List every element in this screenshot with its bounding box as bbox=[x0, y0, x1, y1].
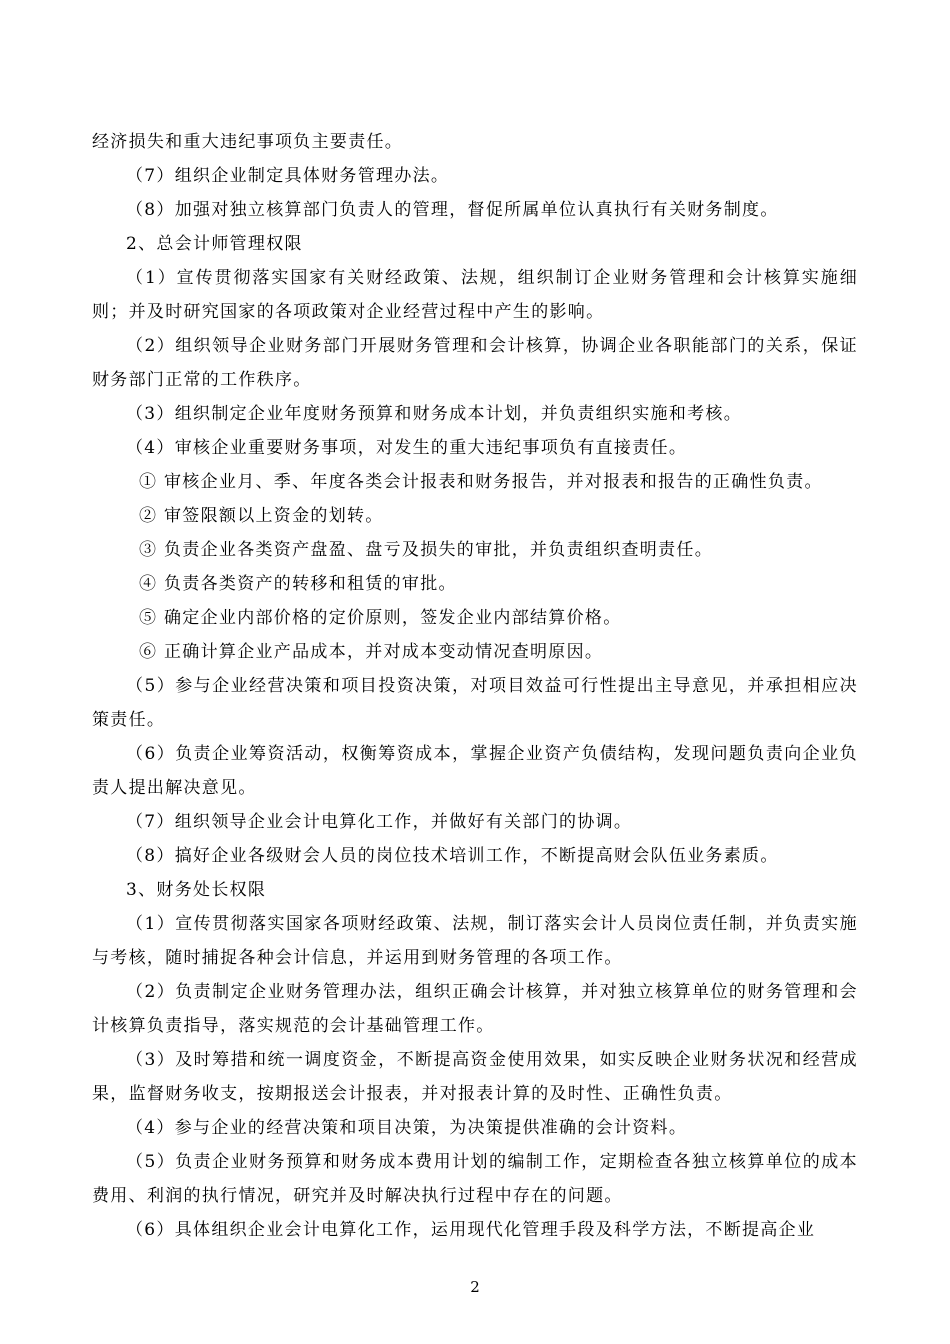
paragraph: （4）参与企业的经营决策和项目决策，为决策提供准确的会计资料。 bbox=[126, 1118, 688, 1138]
paragraph: （3）及时筹措和统一调度资金，不断提高资金使用效果，如实反映企业财务状况和经营成果，监督财务收支，按期报送会计报表，并对报表计算的及时性、正确性负责。 bbox=[92, 1050, 858, 1104]
paragraph: （6）负责企业筹资活动，权衡筹资成本，掌握企业资产负债结构，发现问题负责向企业负责人提出解决意见。 bbox=[92, 744, 858, 798]
paragraph: 3、财务处长权限 bbox=[126, 880, 267, 900]
paragraph: （3）组织制定企业年度财务预算和财务成本计划，并负责组织实施和考核。 bbox=[126, 404, 743, 424]
paragraph: （4）审核企业重要财务事项，对发生的重大违纪事项负有直接责任。 bbox=[126, 438, 688, 458]
paragraph: 经济损失和重大违纪事项负主要责任。 bbox=[92, 132, 404, 152]
paragraph: （7）组织企业制定具体财务管理办法。 bbox=[126, 166, 450, 186]
paragraph: （6）具体组织企业会计电算化工作，运用现代化管理手段及科学方法，不断提高企业 bbox=[126, 1220, 816, 1240]
paragraph: （1）宣传贯彻落实国家有关财经政策、法规，组织制订企业财务管理和会计核算实施细则；并及时研究国家的各项政策对企业经营过程中产生的影响。 bbox=[92, 268, 858, 322]
paragraph: ② 审签限额以上资金的划转。 bbox=[139, 506, 384, 526]
paragraph: ③ 负责企业各类资产盘盈、盘亏及损失的审批，并负责组织查明责任。 bbox=[139, 540, 714, 560]
paragraph: （8）加强对独立核算部门负责人的管理，督促所属单位认真执行有关财务制度。 bbox=[126, 200, 779, 220]
paragraph: （5）参与企业经营决策和项目投资决策，对项目效益可行性提出主导意见，并承担相应决策责任。 bbox=[92, 676, 858, 730]
paragraph: ① 审核企业月、季、年度各类会计报表和财务报告，并对报表和报告的正确性负责。 bbox=[139, 472, 823, 492]
paragraph: ⑤ 确定企业内部价格的定价原则，签发企业内部结算价格。 bbox=[139, 608, 622, 628]
document-body bbox=[92, 125, 858, 1247]
paragraph: （7）组织领导企业会计电算化工作，并做好有关部门的协调。 bbox=[126, 812, 633, 832]
paragraph: （5）负责企业财务预算和财务成本费用计划的编制工作，定期检查各独立核算单位的成本费用、利润的执行情况，研究并及时解决执行过程中存在的问题。 bbox=[92, 1152, 858, 1206]
paragraph: （1）宣传贯彻落实国家各项财经政策、法规，制订落实会计人员岗位责任制，并负责实施与考核，随时捕捉各种会计信息，并运用到财务管理的各项工作。 bbox=[92, 914, 858, 968]
page-number: 2 bbox=[470, 1278, 480, 1296]
paragraph: ④ 负责各类资产的转移和租赁的审批。 bbox=[139, 574, 457, 594]
paragraph: （8）搞好企业各级财会人员的岗位技术培训工作，不断提高财会队伍业务素质。 bbox=[126, 846, 779, 866]
paragraph: （2）负责制定企业财务管理办法，组织正确会计核算，并对独立核算单位的财务管理和会计核算负责指导，落实规范的会计基础管理工作。 bbox=[92, 982, 858, 1036]
paragraph: ⑥ 正确计算企业产品成本，并对成本变动情况查明原因。 bbox=[139, 642, 604, 662]
paragraph: （2）组织领导企业财务部门开展财务管理和会计核算，协调企业各职能部门的关系，保证财务部门正常的工作秩序。 bbox=[92, 336, 858, 390]
paragraph: 2、总会计师管理权限 bbox=[126, 234, 303, 254]
